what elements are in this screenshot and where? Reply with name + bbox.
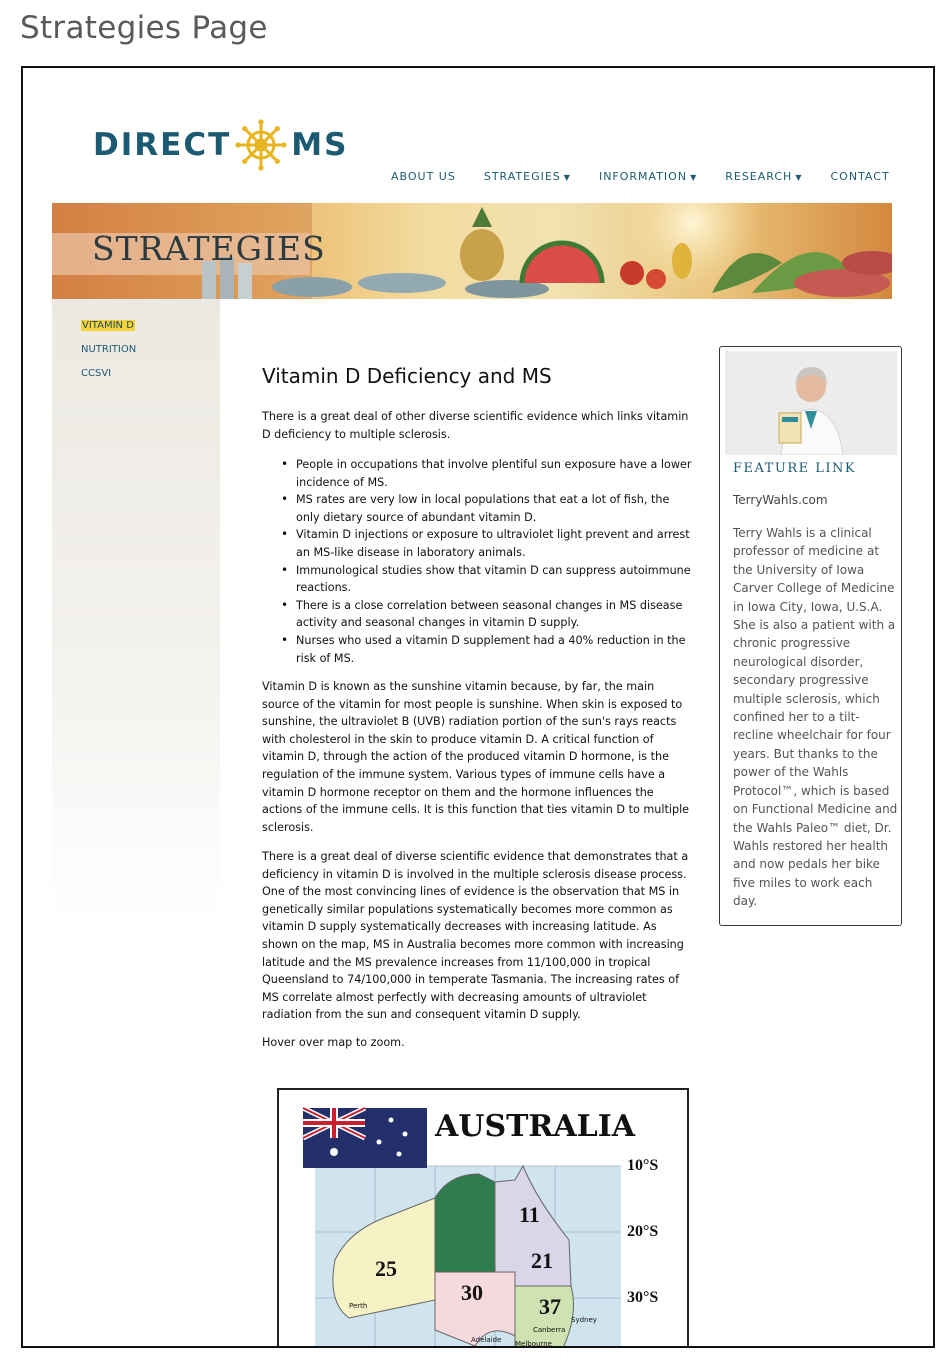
city-label: Canberra: [533, 1326, 566, 1334]
sidebar-item-nutrition[interactable]: NUTRITION: [81, 344, 137, 355]
sidebar-item-ccsvi[interactable]: CCSVI: [81, 368, 112, 379]
nav-strategies[interactable]: [484, 170, 571, 183]
australia-map-image: [279, 1090, 687, 1348]
list-item: • Vitamin D injections or exposure to ultraviolet light prevent and arrest an MS-like disease in laboratory animals.: [262, 526, 694, 561]
terry-wahls-photo[interactable]: [725, 351, 897, 455]
list-item: • Nurses who used a vitamin D supplement had a 40% reduction in the risk of MS.: [262, 632, 694, 667]
main-nav: [391, 170, 918, 183]
sidebar-item-vitamin-d[interactable]: VITAMIN D: [82, 320, 134, 331]
region-value: 25: [375, 1256, 397, 1281]
ships-wheel-icon: [235, 119, 287, 171]
nav-label: STRATEGIES: [483, 170, 561, 183]
intro-paragraph: There is a great deal of other diverse scientific evidence which links vitamin D deficiency to multiple sclerosis.: [262, 410, 689, 441]
nav-information[interactable]: [599, 170, 697, 183]
nav-label: ABOUT US: [391, 170, 456, 183]
nav-label: CONTACT: [830, 170, 890, 183]
list-item: • MS rates are very low in local populations that eat a lot of fish, the only dietary source of abundant vitamin D.: [262, 491, 694, 526]
sunshine-paragraph: Vitamin D is known as the sunshine vitamin because, by far, the main source of the vitamin for most people is sunshine. When skin is exposed to sunshine, the ultraviolet B (UVB) radiation portion of the sun's rays reacts with cholesterol in the skin to produce vitamin D. A critical function of vitamin D, through the action of the produced vitamin D hormone, is the regulation of the immune system. Various types of immune cells have a vitamin D hormone receptor on them and the hormone influences the actions of the immune cells. It is this function that ties vitamin D to multiple sclerosis.: [262, 680, 690, 834]
banner-title: STRATEGIES: [92, 229, 326, 268]
city-label: Sydney: [571, 1316, 597, 1324]
latitude-label: 20°S: [627, 1223, 659, 1240]
nav-label: RESEARCH: [725, 170, 793, 183]
region-value: 30: [461, 1280, 483, 1305]
latitude-label: 30°S: [627, 1289, 659, 1306]
logo-text-right: MS: [291, 127, 349, 163]
list-item: • Immunological studies show that vitamin D can suppress autoimmune reactions.: [262, 562, 694, 597]
site-logo[interactable]: [93, 120, 348, 170]
website-frame: [21, 66, 935, 1348]
feature-heading: FEATURE LINK: [733, 461, 857, 476]
caret-down-icon: ▼: [563, 173, 571, 182]
feature-body: Terry Wahls is a clinical professor of medicine at the University of Iowa Carver College of Medicine in Iowa City, Iowa, U.S.A. She is also a patient with a chronic progressive neurological disorder, secondary progressive multiple sclerosis, which confined her to a tilt-recline wheelchair for four years. But thanks to the power of the Wahls Protocol™, which is based on Functional Medicine and the Wahls Paleo™ diet, Dr. Wahls restored her health and now pedals her bike five miles to work each day.: [733, 526, 898, 909]
article-title: Vitamin D Deficiency and MS: [262, 364, 552, 388]
caret-down-icon: ▼: [795, 173, 803, 182]
strategies-banner: [52, 203, 892, 299]
city-label: Adelaide: [471, 1336, 502, 1344]
city-label: Perth: [349, 1302, 368, 1310]
list-item: • There is a close correlation between seasonal changes in MS disease activity and seasonal changes in vitamin D supply.: [262, 597, 694, 632]
feature-site-link[interactable]: TerryWahls.com: [733, 493, 828, 507]
page-heading: Strategies Page: [20, 10, 268, 46]
region-nt: [435, 1174, 495, 1272]
map-title: AUSTRALIA: [435, 1109, 636, 1144]
list-item: • People in occupations that involve plentiful sun exposure have a lower incidence of MS.: [262, 456, 694, 491]
region-value: 37: [539, 1294, 561, 1319]
person-photo-image: [725, 351, 897, 455]
nav-label: INFORMATION: [598, 170, 688, 183]
evidence-list: [262, 456, 694, 667]
region-value: 21: [531, 1248, 553, 1273]
latitude-paragraph: There is a great deal of diverse scientific evidence that demonstrates that a deficiency in vitamin D is involved in the multiple sclerosis disease process. One of the most convincing lines of evidence is the observation that MS in genetically similar populations systematically becomes more common as vitamin D supply systematically decreases with increasing latitude. As shown on the map, MS in Australia becomes more common with increasing latitude and the MS prevalence increases from 11/100,000 in tropical Queensland to 74/100,000 in temperate Tasmania. The increasing rates of MS correlate almost perfectly with decreasing amounts of ultraviolet radiation from the sun and consequent vitamin D supply.: [262, 850, 689, 1022]
sidebar: [52, 299, 220, 919]
logo-text-left: DIRECT: [93, 127, 232, 163]
city-label: Melbourne: [515, 1340, 552, 1348]
australia-ms-map[interactable]: [277, 1088, 689, 1348]
caret-down-icon: ▼: [690, 173, 698, 182]
nav-research[interactable]: [725, 170, 802, 183]
region-value: 11: [519, 1202, 540, 1227]
nav-contact[interactable]: [831, 170, 890, 183]
latitude-label: 10°S: [627, 1157, 659, 1174]
feature-link-box: [719, 346, 902, 926]
nav-about-us[interactable]: [391, 170, 456, 183]
hover-note: Hover over map to zoom.: [262, 1036, 405, 1049]
